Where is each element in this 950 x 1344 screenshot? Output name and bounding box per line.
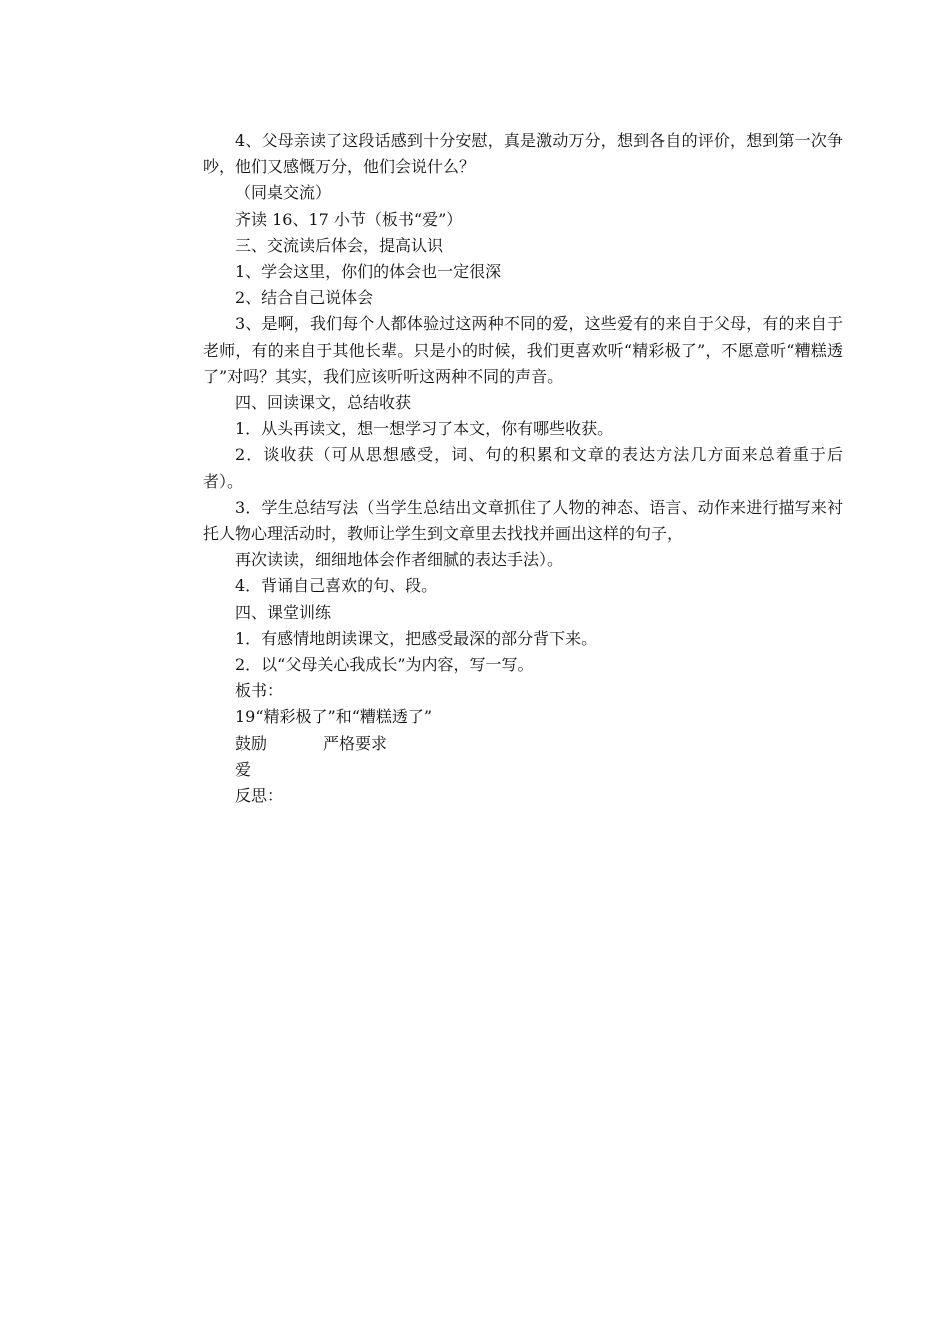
paragraph-parents-reaction: 4、父母亲读了这段话感到十分安慰，真是激动万分，想到各自的评价，想到第一次争吵，他们又感慨万分，他们会说什么？	[203, 131, 843, 177]
paragraph-review-3: 3．学生总结写法（当学生总结出文章抓住了人物的神态、语言、动作来进行描写来衬托人物心理活动时，教师让学生到文章里去找找并画出这样的句子，	[203, 497, 843, 544]
board-center-row	[203, 757, 843, 783]
paragraph-item-3: 3、是啊，我们每个人都体验过这两种不同的爱，这些爱有的来自于父母，有的来自于老师，有的来自于其他长辈。只是小的时候，我们更喜欢听“精彩极了”，不愿意听“糟糕透了”对吗？其实，我们应该听听这两种不同的声音。	[203, 314, 843, 386]
board-keyword-strict: 严格要求	[323, 733, 388, 753]
board-keywords-row	[203, 731, 843, 757]
paragraph-item-1: 1、学会这里，你们的体会也一定很深	[235, 262, 502, 282]
paragraph-practice-2: 2．以“父母关心我成长”为内容，写一写。	[235, 655, 534, 675]
heading-section-four-practice: 四、课堂训练	[235, 602, 332, 622]
paragraph-review-1: 1．从头再读文，想一想学习了本文，你有哪些收获。	[235, 419, 614, 439]
paragraph-practice-1: 1．有感情地朗读课文，把感受最深的部分背下来。	[235, 628, 598, 648]
paragraph-deskmate-exchange: （同桌交流）	[235, 183, 332, 203]
board-keyword-encourage: 鼓励	[235, 733, 268, 753]
paragraph-review-4: 4．背诵自己喜欢的句、段。	[235, 576, 438, 596]
document-page	[203, 128, 843, 809]
reflection-label: 反思：	[235, 786, 284, 806]
paragraph-review-2: 2．谈收获（可从思想感受，词、句的积累和文章的表达方法几方面来总着重于后者）。	[203, 445, 843, 491]
board-heading: 板书：	[235, 681, 284, 701]
reflection-row	[203, 783, 843, 809]
heading-section-four-review: 四、回读课文，总结收获	[235, 393, 412, 413]
board-title: 19“精彩极了”和“糟糕透了”	[235, 707, 433, 727]
paragraph-review-3-continued: 再次读读，细细地体会作者细腻的表达手法）。	[235, 550, 564, 570]
paragraph-item-2: 2、结合自己说体会	[235, 288, 374, 308]
heading-section-three: 三、交流读后体会，提高认识	[235, 235, 444, 255]
board-keyword-love: 爱	[235, 759, 252, 779]
paragraph-read-sections: 齐读 16、17 小节（板书“爱”）	[235, 209, 463, 229]
